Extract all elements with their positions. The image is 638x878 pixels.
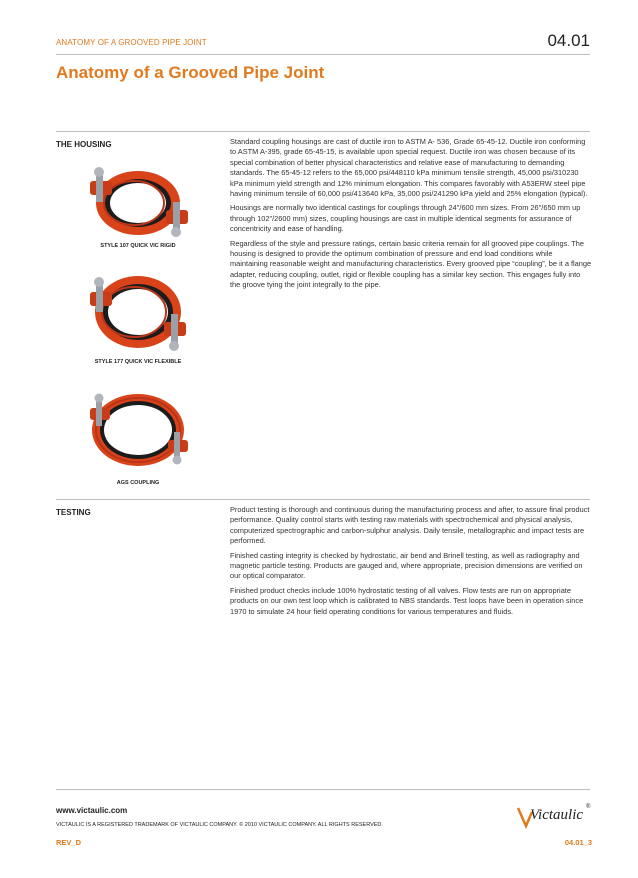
page-reference: 04.01_3 <box>564 838 592 847</box>
testing-body <box>230 505 592 621</box>
website-link[interactable]: www.victaulic.com <box>56 806 128 815</box>
testing-paragraph: Finished casting integrity is checked by hydrostatic, air bend and Brinell testing, as well as radiography and magnetic particle testing. Products are gauged and, where appropriate, precision dimensions are verified on our optical comparator. <box>230 550 583 581</box>
page-title: Anatomy of a Grooved Pipe Joint <box>56 63 325 82</box>
section-rule-testing <box>56 499 590 500</box>
caption-style-177: STYLE 177 QUICK VIC FLEXIBLE <box>94 359 182 365</box>
caption-ags: AGS COUPLING <box>116 480 160 486</box>
section-label-testing: TESTING <box>56 508 91 517</box>
housing-paragraph: Regardless of the style and pressure ratings, certain basic criteria remain for all grooved pipe couplings. The housing is designed to provide the optimum combination of pressure and end load conditions while maintaining reasonable weight and manufacturing characteristics. Every grooved pipe “coupling”, be it a flange adapter, reducing coupling, outlet, rigid or flexible coupling has a similar key section. This engages fully into the groove tying the joint integrally to the pipe. <box>230 238 592 290</box>
page-number: 04.01 <box>547 31 590 50</box>
registered-mark: ® <box>586 804 591 810</box>
style-177-coupling-image <box>76 262 200 358</box>
housing-paragraph: Housings are normally two identical castings for couplings through 24"/600 mm sizes. From 26"/650 mm up through 102"/2600 mm) sizes, coupling housings are cast in multiple identical segments for assurance of concentricity and ease of handling. <box>230 203 581 234</box>
housing-body <box>230 137 592 295</box>
revision-label: REV_D <box>56 838 82 847</box>
housing-paragraph: Standard coupling housings are cast of ductile iron to ASTM A- 536, Grade 65-45-12. Ductile iron conforming to ASTM A-395, grade 65-45-15, is available upon special request. Ductile iron was chosen because of its special combination of better physical characteristics and relative ease of manufacturing to demanding standards. The 65-45-12 refers to the 65,000 psi/448110 kPa minimum tensile strength, 45,000 psi/310230 kPa minimum yield strength and 12% minimum elongation. This compares favorably with A53ERW steel pipe having minimum tensile of 60,000 psi/413640 kPa, 35,000 psi/241290 kPa yield and 25% elongation (typical). <box>230 137 588 199</box>
footer-rule <box>56 789 590 790</box>
section-rule-housing <box>56 131 590 132</box>
victaulic-logo-text: Victaulic <box>530 807 584 823</box>
testing-paragraph: Product testing is thorough and continuous during the manufacturing process and after, to assure final product performance. Quality control starts with testing raw materials with spectrochemical and physical analysis, computerized spectrographic and carbon-sulphur analysis. Daily tensile, metallographic and impact tests are performed. <box>230 505 590 546</box>
caption-style-107: STYLE 107 QUICK VIC RIGID <box>100 243 176 249</box>
style-107-coupling-image <box>76 160 200 242</box>
header-rule <box>56 54 590 55</box>
ags-coupling-image <box>76 376 200 476</box>
testing-paragraph: Finished product checks include 100% hydrostatic testing of all valves. Flow tests are run on appropriate products on our own test loop which is calibrated to NBS standards. Test loops have been in operation since 1970 to simulate 24 hour field operating conditions for various temperatures and fluids. <box>230 585 584 616</box>
trademark-notice: VICTAULIC IS A REGISTERED TRADEMARK OF VICTAULIC COMPANY. © 2010 VICTAULIC COMPANY. ALL RIGHTS RESERVED. <box>56 822 383 828</box>
running-title: ANATOMY OF A GROOVED PIPE JOINT <box>56 38 207 47</box>
section-label-housing: THE HOUSING <box>56 140 112 149</box>
victaulic-logo <box>514 802 594 830</box>
